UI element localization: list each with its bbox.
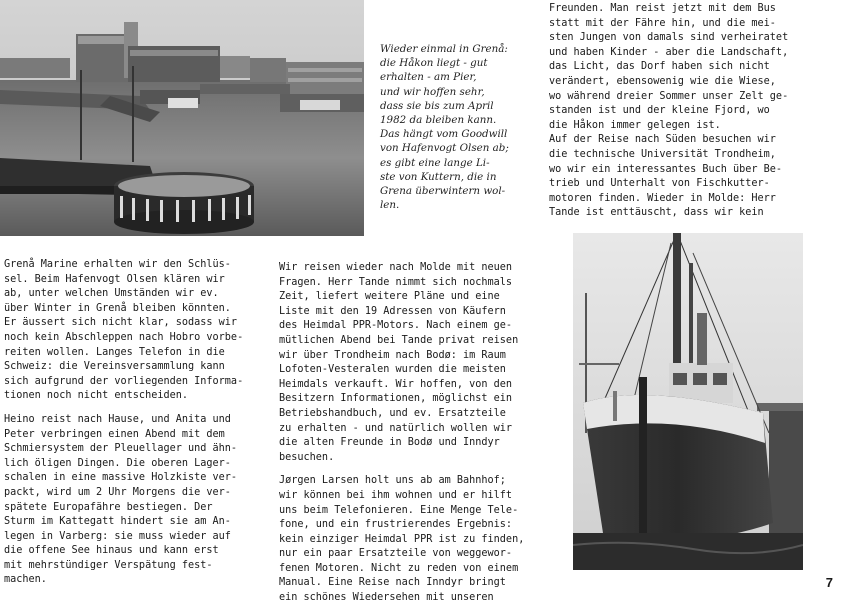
text-column-top-right (549, 2, 839, 230)
paragraph: Freunden. Man reist jetzt mit dem Bus statt mit der Fähre hin, und die mei- sten Jungen von damals sind verheiratet und haben Kinder - aber die Landschaft, das Licht, das Dorf haben sich nicht verändert, ebensowenig wie die Wiese, wo während dreier Sommer unser Zelt ge- standen ist und der kleine Fjord, wo die Håkon immer gelegen ist. Auf der Reise nach Süden besuchen wir die technische Universität Trondheim, wo wir ein interessantes Buch über Be- trieb und Unterhalt von Fischkutter- motoren finden. Wieder in Molde: Herr Tande ist enttäuscht, dass wir kein (549, 3, 789, 219)
text-column-middle (279, 261, 569, 615)
paragraph: Grenå Marine erhalten wir den Schlüs- sel. Beim Hafenvogt Olsen klären wir ab, unter welchen Umständen wir ev. über Winter in Grenå bleiben könnten. Er äussert sich nicht klar, sodass wir noch kein Abschleppen nach Hobro vorbe- reiten wollen. Langes Telefon in die Schweiz: die Vereinsversammlung kann sich aufgrund der vorliegenden Informa- tionen noch nicht entscheiden. (4, 259, 244, 402)
text-column-left (4, 258, 274, 597)
paragraph: Wir reisen wieder nach Molde mit neuen Fragen. Herr Tande nimmt sich nochmals Zeit, liefert weitere Pläne und eine Liste mit den 19 Adressen von Käufern des Heimdal PPR-Motors. Nach einem ge- mütlichen Abend bei Tande privat reisen wir über Trondheim nach Bodø: im Raum Lofoten-Vesteralen wurden die meisten Heimdals verkauft. Wir hoffen, von den Besitzern Informationen, möglichst ein Betriebshandbuch, und ev. Ersatzteile zu erhalten - und natürlich wollen wir die alten Freunde in Bodø und Inndyr besuchen. (279, 262, 519, 463)
page-number: 7 (825, 575, 833, 590)
paragraph: Jørgen Larsen holt uns ab am Bahnhof; wir können bei ihm wohnen und er hilft uns beim Telefonieren. Eine Menge Tele- fone, und ein frustrierendes Ergebnis: kein einziger Heimdal PPR ist zu finden, nur ein paar Ersatzteile von weggewor- fenen Motoren. Nicht zu reden von einem Manual. Eine Reise nach Inndyr bringt ein schönes Wiedersehen mit unseren (279, 475, 525, 604)
harbour-photo (0, 0, 364, 236)
paragraph: Heino reist nach Hause, und Anita und Peter verbringen einen Abend mit dem Schmiersystem der Pleuellager und ähn- lich öligen Dingen. Die oberen Lager- schalen in eine massive Holzkiste ver- packt, wird um 2 Uhr Morgens die ver- spätete Europafähre bestiegen. Der Sturm im Kattegatt hindert sie am An- legen in Varberg: sie muss wieder auf die offene See hinaus und kann erst mit mehrstündiger Verspätung fest- machen. (4, 413, 238, 586)
fishing-boat-photo (573, 233, 803, 570)
photo-caption: Wieder einmal in Grenå: die Håkon liegt - gut erhalten - am Pier, und wir hoffen sehr, dass sie bis zum April 1982 da bleiben kann. Das hängt vom Goodwill von Hafenvogt Olsen ab; es gibt eine lange Li- ste von Kuttern, die in Grena überwintern wol- len. (380, 43, 509, 212)
